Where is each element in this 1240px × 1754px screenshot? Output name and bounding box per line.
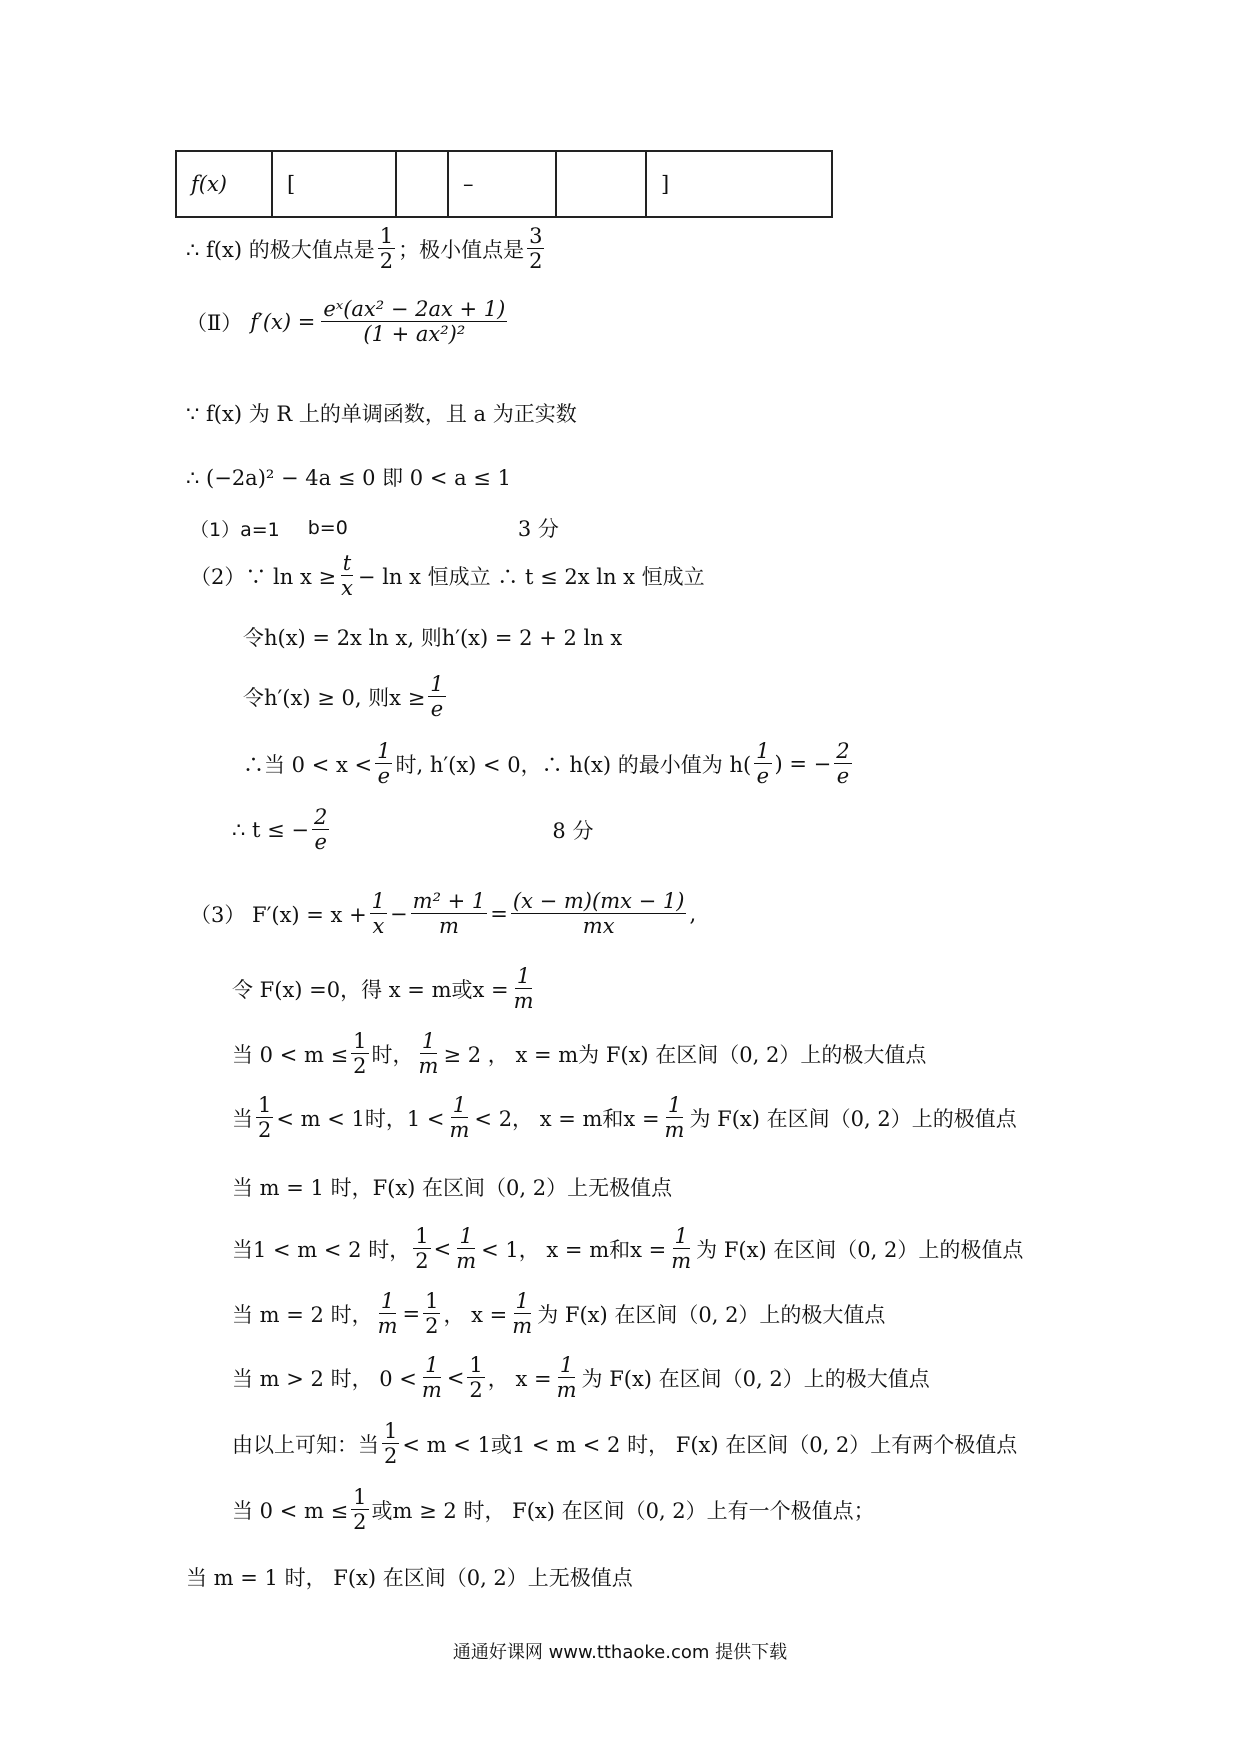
fraction: $\frac{1}{e}$ — [377, 739, 391, 789]
text-line — [190, 552, 705, 599]
fraction: $\frac{2}{e}$ — [836, 739, 850, 789]
case-line — [232, 1225, 1023, 1272]
text: 当 m = 1 时， F(x) 在区间（0, 2）上无极值点 — [186, 1566, 633, 1590]
fraction: $\frac{1}{m}$ — [418, 1029, 439, 1079]
text: （3） F′(x) = x + — [190, 902, 367, 927]
text: ∴ t ≤ − — [232, 817, 310, 842]
text: 令h′(x) ≥ 0, 则x ≥ — [243, 685, 426, 710]
score: 8 分 — [552, 818, 594, 843]
text: 当 m = 1 时，F(x) 在区间（0, 2）上无极值点 — [232, 1176, 673, 1200]
answer-line — [190, 513, 559, 543]
text: − — [390, 901, 408, 926]
fraction: $\frac{1}{m}$ — [664, 1093, 685, 1143]
fraction: $\frac{1}{m}$ — [512, 1289, 533, 1339]
extrema-line — [186, 225, 547, 272]
table-cell — [396, 151, 448, 217]
case-line — [232, 1290, 885, 1337]
text-line — [243, 673, 449, 720]
text: 为 F(x) 在区间（0, 2）上的极值点 — [689, 1106, 1017, 1131]
text: 令 F(x) =0，得 x = m或x = — [232, 977, 509, 1002]
fraction: $\frac{1}{2}$ — [353, 1029, 367, 1079]
fraction: $\frac{1}{m}$ — [377, 1289, 398, 1339]
table-cell: – — [448, 151, 556, 217]
fraction: $\frac{1}{m}$ — [456, 1224, 477, 1274]
text: < — [446, 1365, 465, 1390]
fraction: $\frac{1}{2}$ — [384, 1419, 398, 1469]
fraction: $\frac{1}{2}$ — [379, 224, 394, 274]
text: ；极小值点是 — [398, 237, 525, 262]
text-line — [190, 890, 696, 937]
fraction: $\frac{(x - m)(mx - 1)}{mx}$ — [512, 889, 685, 939]
part-label: （Ⅱ） — [186, 310, 243, 335]
text: ， x = — [487, 1366, 552, 1391]
footer-credit: 通通好课网 www.tthaoke.com 提供下载 — [452, 1642, 788, 1663]
text: 当 m > 2 时， 0 < — [232, 1366, 417, 1391]
text: ， x = — [443, 1302, 508, 1327]
text: ∴ f(x) 的极大值点是 — [186, 237, 375, 262]
table-cell: ] — [646, 151, 832, 217]
text: 令h(x) = 2x ln x, 则h′(x) = 2 + 2 ln x — [243, 626, 623, 650]
fraction: $\frac{1}{m}$ — [556, 1353, 577, 1403]
text-line — [243, 740, 855, 787]
fraction: $\frac{1}{e}$ — [756, 739, 770, 789]
fraction: $\frac{1}{2}$ — [415, 1224, 429, 1274]
text: − ln x 恒成立 ∴ t ≤ 2x ln x 恒成立 — [357, 564, 705, 589]
text: < 1， x = m和x = — [481, 1237, 667, 1262]
text: 为 F(x) 在区间（0, 2）上的极大值点 — [537, 1302, 886, 1327]
text: 或m ≥ 2 时， F(x) 在区间（0, 2）上有一个极值点； — [371, 1498, 875, 1523]
fraction: $\frac{2}{e}$ — [314, 805, 328, 855]
text: ∵ f(x) 为 R 上的单调函数，且 a 为正实数 — [186, 402, 577, 426]
text: ∴当 0 < x < — [243, 752, 373, 777]
case-line — [232, 1172, 672, 1202]
text: , — [689, 901, 697, 926]
score: 3 分 — [517, 517, 559, 541]
text: = — [402, 1301, 421, 1326]
text: （2）∵ ln x ≥ — [190, 564, 337, 589]
text: 为 F(x) 在区间（0, 2）上的极值点 — [696, 1237, 1024, 1262]
fraction: $\frac{1}{m}$ — [513, 964, 534, 1014]
text: ) = − — [774, 751, 832, 776]
fraction: $\frac{1}{2}$ — [469, 1353, 483, 1403]
text: 时, h′(x) < 0，∴ h(x) 的最小值为 h( — [395, 752, 752, 777]
conclusion-line — [186, 1562, 633, 1592]
text: < 2， x = m和x = — [474, 1106, 660, 1131]
text-line — [186, 398, 577, 428]
text: < m < 1时，1 < — [276, 1106, 445, 1131]
text: = — [490, 901, 508, 926]
text-line — [232, 806, 593, 853]
case-line — [232, 1094, 1017, 1141]
text: 当 0 < m ≤ — [232, 1498, 349, 1523]
table-row-label: f(x) — [176, 151, 272, 217]
fraction: $\frac{t}{x}$ — [341, 551, 353, 601]
text: 时， — [371, 1042, 414, 1067]
fraction: $\frac{1}{x}$ — [371, 889, 386, 939]
fraction: $\frac{\text{eˣ(ax² − 2ax + 1)}}{\text{(1 + ax²)²}}$ — [323, 297, 506, 347]
text-line — [186, 462, 511, 492]
text: （1）a=1 — [190, 518, 280, 541]
sign-table — [175, 150, 833, 218]
fraction: $\frac{1}{2}$ — [258, 1093, 272, 1143]
text: ∴ (−2a)² − 4a ≤ 0 即 0 < a ≤ 1 — [186, 466, 511, 490]
table-cell — [556, 151, 646, 217]
case-line — [232, 1030, 926, 1077]
fraction: $\frac{\text{m² + 1}}{m}$ — [412, 889, 486, 939]
text: 由以上可知：当 — [232, 1432, 379, 1457]
fraction: $\frac{3}{2}$ — [529, 224, 543, 274]
text: < — [433, 1236, 452, 1261]
text: 当 m = 2 时， — [232, 1302, 373, 1327]
text: 当 0 < m ≤ — [232, 1042, 349, 1067]
text: 为 F(x) 在区间（0, 2）上的极大值点 — [581, 1366, 930, 1391]
text: ≥ 2 ， x = m为 F(x) 在区间（0, 2）上的极大值点 — [443, 1042, 927, 1067]
text-line — [232, 965, 539, 1012]
fraction: $\frac{1}{2}$ — [353, 1485, 367, 1535]
fraction: $\frac{1}{2}$ — [425, 1289, 439, 1339]
text: f′(x) = — [250, 309, 316, 334]
text: b=0 — [307, 517, 348, 539]
text-line — [243, 622, 622, 652]
case-line — [232, 1354, 930, 1401]
text: 当1 < m < 2 时， — [232, 1237, 411, 1262]
fraction: $\frac{1}{m}$ — [421, 1353, 442, 1403]
text: 当 — [232, 1106, 253, 1131]
text: < m < 1或1 < m < 2 时， F(x) 在区间（0, 2）上有两个极值点 — [402, 1432, 1018, 1457]
derivative-line — [186, 298, 510, 345]
conclusion-line — [232, 1486, 875, 1533]
fraction: $\frac{1}{m}$ — [671, 1224, 692, 1274]
fraction: $\frac{1}{m}$ — [449, 1093, 470, 1143]
table-cell: [ — [272, 151, 396, 217]
fraction: $\frac{1}{e}$ — [430, 672, 444, 722]
conclusion-line — [232, 1420, 1017, 1467]
